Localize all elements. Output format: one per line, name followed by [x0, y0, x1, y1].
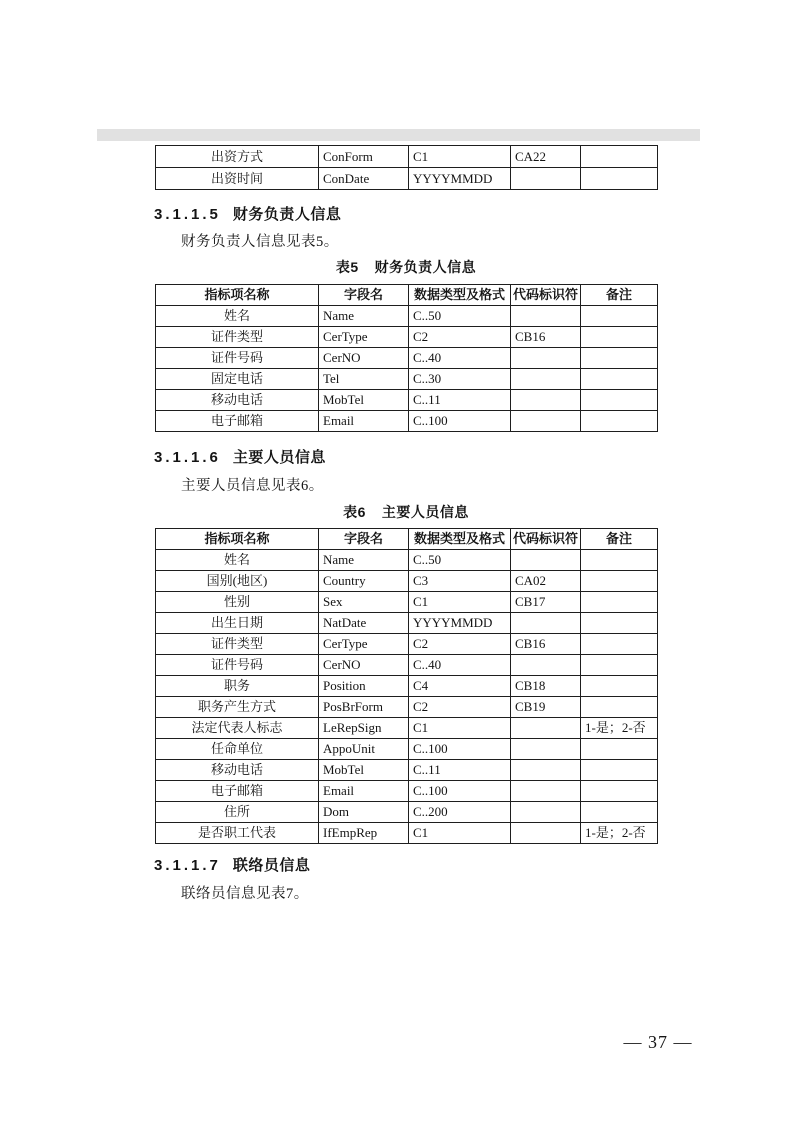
table-cell: 电子邮箱 — [156, 411, 319, 432]
column-header: 代码标识符 — [511, 285, 581, 306]
table-cell: Name — [319, 306, 409, 327]
table-cell: C..11 — [409, 390, 511, 411]
table-cell: 住所 — [156, 802, 319, 823]
table-cell — [581, 676, 658, 697]
table-cell — [511, 369, 581, 390]
table-row — [156, 348, 658, 369]
table-cell: C1 — [409, 718, 511, 739]
body-paragraph: 主要人员信息见表6。 — [181, 478, 324, 494]
body-paragraph: 财务负责人信息见表5。 — [181, 234, 339, 250]
column-header: 指标项名称 — [156, 285, 319, 306]
table-cell — [581, 634, 658, 655]
table-cell: 电子邮箱 — [156, 781, 319, 802]
table-row — [156, 168, 658, 190]
table-row — [156, 655, 658, 676]
section-title: 联络员信息 — [232, 857, 311, 874]
section-number: 3.1.1.5 — [154, 206, 221, 223]
table-row — [156, 676, 658, 697]
table-row — [156, 697, 658, 718]
table-cell: Email — [319, 781, 409, 802]
table-cell — [511, 348, 581, 369]
table-cell: C3 — [409, 571, 511, 592]
table-cell — [511, 550, 581, 571]
table-cell: C4 — [409, 676, 511, 697]
table-cell: Sex — [319, 592, 409, 613]
section-title: 财务负责人信息 — [232, 206, 342, 223]
table-cell: C..40 — [409, 348, 511, 369]
table-row — [156, 718, 658, 739]
table-cell: C..40 — [409, 655, 511, 676]
table-row — [156, 411, 658, 432]
table-cell: CerType — [319, 634, 409, 655]
table-cell: MobTel — [319, 390, 409, 411]
table-cell — [511, 781, 581, 802]
table-cell: ConDate — [319, 168, 409, 190]
table-cell: CB18 — [511, 676, 581, 697]
table-cell: CB17 — [511, 592, 581, 613]
table-row — [156, 327, 658, 348]
table-row — [156, 306, 658, 327]
table-cell: 出资方式 — [156, 146, 319, 168]
finance-officer-table — [155, 284, 658, 432]
column-header: 数据类型及格式 — [409, 285, 511, 306]
table-cell: IfEmpRep — [319, 823, 409, 844]
table-cell — [511, 802, 581, 823]
table-cell: 任命单位 — [156, 739, 319, 760]
table-cell: C..100 — [409, 781, 511, 802]
table-cell: 移动电话 — [156, 390, 319, 411]
table-cell — [511, 655, 581, 676]
table-cell: 证件类型 — [156, 327, 319, 348]
table-row — [156, 823, 658, 844]
scan-artifact-band — [97, 129, 700, 141]
table-cell — [511, 760, 581, 781]
table-cell: 证件号码 — [156, 348, 319, 369]
table-row — [156, 146, 658, 168]
table-cell — [581, 613, 658, 634]
column-header: 备注 — [581, 529, 658, 550]
table-cell: ConForm — [319, 146, 409, 168]
table-cell: CB16 — [511, 327, 581, 348]
table-cell: LeRepSign — [319, 718, 409, 739]
table-cell: 1-是；2-否 — [581, 823, 658, 844]
table-cell: 姓名 — [156, 550, 319, 571]
table-cell — [581, 146, 658, 168]
table-row — [156, 390, 658, 411]
table-cell: C..30 — [409, 369, 511, 390]
table-cell: C2 — [409, 327, 511, 348]
section-number: 3.1.1.6 — [154, 449, 221, 466]
table-cell — [581, 411, 658, 432]
section-heading-3-1-1-6 — [154, 446, 326, 467]
table5-caption-title: 财务负责人信息 — [374, 259, 477, 275]
table6-caption-number: 表6 — [343, 504, 366, 520]
table-cell: Email — [319, 411, 409, 432]
table-cell — [581, 369, 658, 390]
table-cell — [511, 390, 581, 411]
table-cell — [581, 306, 658, 327]
table-cell — [511, 823, 581, 844]
section-title: 主要人员信息 — [232, 449, 326, 466]
table-header-row — [156, 529, 658, 550]
table-cell: Tel — [319, 369, 409, 390]
table-cell: 法定代表人标志 — [156, 718, 319, 739]
table-cell — [581, 592, 658, 613]
table-cell — [581, 781, 658, 802]
table-row — [156, 760, 658, 781]
table5-caption — [155, 257, 657, 277]
table-cell: C..11 — [409, 760, 511, 781]
body-paragraph: 联络员信息见表7。 — [181, 886, 309, 902]
table-cell: C2 — [409, 634, 511, 655]
section-heading-3-1-1-7 — [154, 854, 310, 875]
table-cell: 证件类型 — [156, 634, 319, 655]
table-cell — [581, 327, 658, 348]
table-cell: 国别(地区) — [156, 571, 319, 592]
table-cell: 1-是；2-否 — [581, 718, 658, 739]
table-cell: C1 — [409, 592, 511, 613]
table-cell — [581, 802, 658, 823]
table-cell: NatDate — [319, 613, 409, 634]
column-header: 字段名 — [319, 285, 409, 306]
table5-caption-number: 表5 — [335, 259, 359, 275]
table-cell — [581, 550, 658, 571]
table-cell: C..100 — [409, 411, 511, 432]
table-cell: Dom — [319, 802, 409, 823]
table-cell: CerNO — [319, 348, 409, 369]
table-cell — [581, 697, 658, 718]
table-cell: C..50 — [409, 306, 511, 327]
table-cell: C..200 — [409, 802, 511, 823]
table-cell: CerType — [319, 327, 409, 348]
table-cell: Name — [319, 550, 409, 571]
table-row — [156, 613, 658, 634]
column-header: 数据类型及格式 — [409, 529, 511, 550]
table-cell: CerNO — [319, 655, 409, 676]
table-cell — [581, 390, 658, 411]
table-cell: YYYYMMDD — [409, 168, 511, 190]
table-cell: 出资时间 — [156, 168, 319, 190]
table6-caption — [155, 502, 657, 522]
table6-caption-title: 主要人员信息 — [381, 504, 469, 520]
table-cell: 姓名 — [156, 306, 319, 327]
table-cell: 出生日期 — [156, 613, 319, 634]
table-header-row — [156, 285, 658, 306]
column-header: 备注 — [581, 285, 658, 306]
table-row — [156, 802, 658, 823]
table-cell: CA22 — [511, 146, 581, 168]
table-cell — [581, 168, 658, 190]
table-cell — [581, 739, 658, 760]
table-cell: YYYYMMDD — [409, 613, 511, 634]
table-cell: 性别 — [156, 592, 319, 613]
table-cell: PosBrForm — [319, 697, 409, 718]
table-cell — [511, 411, 581, 432]
table-cell — [511, 306, 581, 327]
section-heading-3-1-1-5 — [154, 203, 341, 224]
table-cell: Country — [319, 571, 409, 592]
table-cell: 职务产生方式 — [156, 697, 319, 718]
table-cell: C2 — [409, 697, 511, 718]
table-cell: C1 — [409, 823, 511, 844]
table-cell: 职务 — [156, 676, 319, 697]
table-row — [156, 592, 658, 613]
table-cell: AppoUnit — [319, 739, 409, 760]
table-cell: C..50 — [409, 550, 511, 571]
table-cell — [581, 571, 658, 592]
table-cell — [581, 348, 658, 369]
table-cell — [511, 718, 581, 739]
table-cell: MobTel — [319, 760, 409, 781]
table-cell: 证件号码 — [156, 655, 319, 676]
table-cell — [581, 760, 658, 781]
section-number: 3.1.1.7 — [154, 857, 221, 874]
table-cell: Position — [319, 676, 409, 697]
table-cell — [581, 655, 658, 676]
table-cell: C..100 — [409, 739, 511, 760]
table-cell — [511, 739, 581, 760]
key-personnel-table — [155, 528, 658, 844]
column-header: 代码标识符 — [511, 529, 581, 550]
table-cell: 移动电话 — [156, 760, 319, 781]
table-row — [156, 571, 658, 592]
column-header: 字段名 — [319, 529, 409, 550]
table-row — [156, 634, 658, 655]
contribution-table-continuation — [155, 145, 658, 190]
table-cell: CB16 — [511, 634, 581, 655]
column-header: 指标项名称 — [156, 529, 319, 550]
table-cell: 是否职工代表 — [156, 823, 319, 844]
table-row — [156, 550, 658, 571]
table-cell: CB19 — [511, 697, 581, 718]
table-row — [156, 781, 658, 802]
table-row — [156, 739, 658, 760]
page-number: — 37 — — [623, 1032, 693, 1052]
table-row — [156, 369, 658, 390]
table-cell — [511, 168, 581, 190]
table-cell: C1 — [409, 146, 511, 168]
table-cell — [511, 613, 581, 634]
table-cell: CA02 — [511, 571, 581, 592]
table-cell: 固定电话 — [156, 369, 319, 390]
